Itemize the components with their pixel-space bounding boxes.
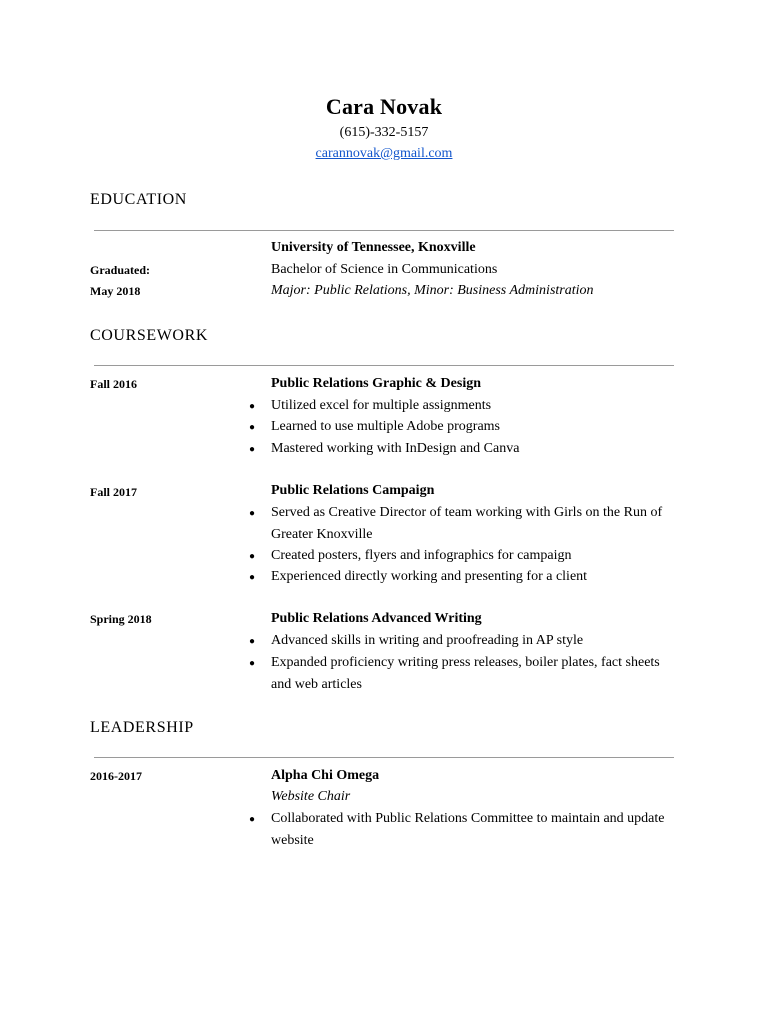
major-minor: Major: Public Relations, Minor: Business Administration <box>271 283 594 298</box>
bullet-icon: ● <box>249 508 256 519</box>
course-bullet: Created posters, flyers and infographics for campaign <box>271 548 572 563</box>
course-term: Spring 2018 <box>90 612 152 626</box>
coursework-heading: COURSEWORK <box>90 327 209 344</box>
bullet-icon: ● <box>249 444 256 455</box>
bullet-icon: ● <box>249 636 256 647</box>
phone-number: (615)-332-5157 <box>339 125 429 140</box>
course-title: Public Relations Campaign <box>271 483 435 498</box>
candidate-name: Cara Novak <box>325 94 443 119</box>
bullet-icon: ● <box>249 551 256 562</box>
leadership-bullet: Collaborated with Public Relations Committee to maintain and update website <box>271 811 665 848</box>
education-divider <box>94 230 674 231</box>
course-bullet: Learned to use multiple Adobe programs <box>271 419 500 434</box>
organization-name: Alpha Chi Omega <box>271 768 380 783</box>
course-bullet: Served as Creative Director of team working with Girls on the Run of Greater Knoxville <box>271 505 663 542</box>
leadership-role: Website Chair <box>271 789 351 804</box>
coursework-divider <box>94 365 674 366</box>
bullet-icon: ● <box>249 401 256 412</box>
course-title: Public Relations Graphic & Design <box>271 376 482 391</box>
course-term: Fall 2017 <box>90 485 137 499</box>
course-bullet: Mastered working with InDesign and Canva <box>271 441 520 456</box>
course-bullet: Utilized excel for multiple assignments <box>271 398 492 413</box>
email-link[interactable]: carannovak@gmail.com <box>315 146 453 161</box>
graduated-label: Graduated: <box>90 263 150 277</box>
course-bullet: Advanced skills in writing and proofreading in AP style <box>271 633 584 648</box>
bullet-icon: ● <box>249 658 256 669</box>
bullet-icon: ● <box>249 422 256 433</box>
course-title: Public Relations Advanced Writing <box>271 611 482 626</box>
course-bullet: Expanded proficiency writing press releases, boiler plates, fact sheets and web articles <box>271 655 660 692</box>
email-line <box>0 146 768 162</box>
leadership-term: 2016-2017 <box>90 769 142 783</box>
course-term: Fall 2016 <box>90 377 137 391</box>
degree: Bachelor of Science in Communications <box>271 262 498 277</box>
education-heading: EDUCATION <box>90 191 187 208</box>
bullet-icon: ● <box>249 814 256 825</box>
leadership-divider <box>94 757 674 758</box>
course-bullet: Experienced directly working and presenting for a client <box>271 569 588 584</box>
leadership-heading: LEADERSHIP <box>90 719 194 736</box>
bullet-icon: ● <box>249 572 256 583</box>
school-name: University of Tennessee, Knoxville <box>271 240 476 255</box>
graduated-date: May 2018 <box>90 284 141 298</box>
